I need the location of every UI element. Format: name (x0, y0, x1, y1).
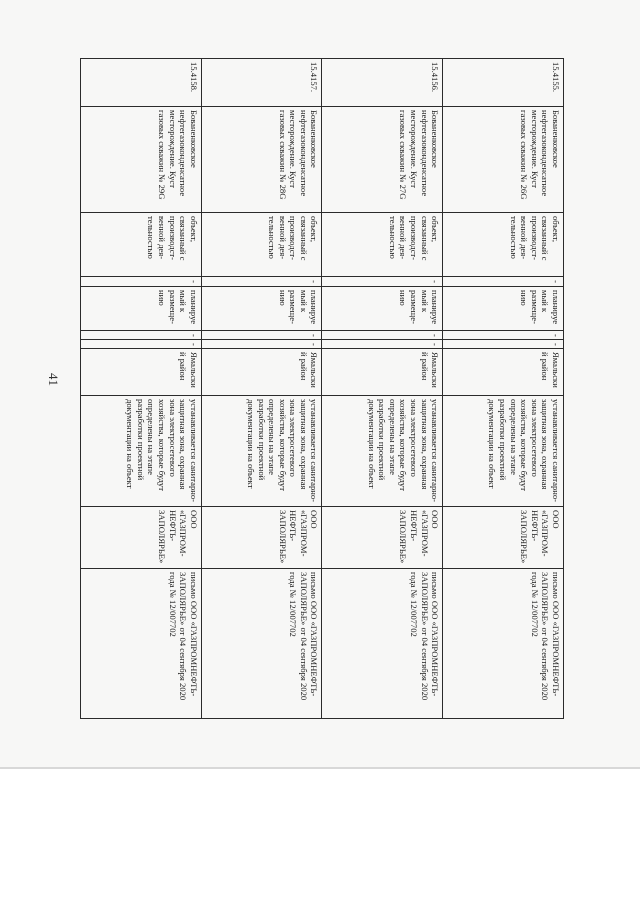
district: Ямальский район (443, 349, 564, 396)
object-type: объект, связанный с производст-венной дея-тельностью (81, 213, 202, 277)
rotated-table-wrapper (80, 58, 564, 718)
objects-table (80, 58, 564, 719)
basis-document: письмо ООО «ГАЗПРОМНЕФТЬ-ЗАПОЛЯРЬЕ» от 04 сентября 2020 года № 12/007702 (201, 569, 322, 719)
scan-edge (0, 767, 640, 769)
district: Ямальский район (322, 349, 443, 396)
dash-cell: - (81, 277, 202, 287)
dash-cell: - (81, 331, 202, 340)
table-row (443, 59, 564, 719)
dash-cell: - (443, 331, 564, 340)
object-type: объект, связанный с производст-венной дея-тельностью (322, 213, 443, 277)
object-type: объект, связанный с производст-венной дея-тельностью (201, 213, 322, 277)
object-name: Бованенковское нефтегазоконденсатное месторождение. Куст газовых скважин № 27G (322, 107, 443, 213)
page-number: 41 (46, 373, 61, 386)
dash-cell: - (322, 331, 443, 340)
row-number: 15.4155. (443, 59, 564, 107)
organization: ООО «ГАЗПРОМ-НЕФТЬ-ЗАПОЛЯРЬЕ» (443, 507, 564, 569)
table-row (81, 59, 202, 719)
dash-cell: - (322, 340, 443, 349)
object-status: планируемый к размеще-нию (322, 287, 443, 331)
table-row (201, 59, 322, 719)
zone-description: устанавливается санитарно-защитная зона, охранная зона электросетевого хозяйства, которые будут определены на этапе разработки проектной документации на объект (322, 396, 443, 507)
object-type: объект, связанный с производст-венной дея-тельностью (443, 213, 564, 277)
object-status: планируемый к размеще-нию (201, 287, 322, 331)
zone-description: устанавливается санитарно-защитная зона, охранная зона электросетевого хозяйства, которые будут определены на этапе разработки проектной документации на объект (201, 396, 322, 507)
object-status: планируемый к размеще-нию (443, 287, 564, 331)
basis-document: письмо ООО «ГАЗПРОМНЕФТЬ-ЗАПОЛЯРЬЕ» от 04 сентября 2020 года № 12/007702 (443, 569, 564, 719)
dash-cell: - (443, 277, 564, 287)
district: Ямальский район (201, 349, 322, 396)
basis-document: письмо ООО «ГАЗПРОМНЕФТЬ-ЗАПОЛЯРЬЕ» от 04 сентября 2020 года № 12/007702 (81, 569, 202, 719)
organization: ООО «ГАЗПРОМ-НЕФТЬ-ЗАПОЛЯРЬЕ» (81, 507, 202, 569)
dash-cell: - (201, 331, 322, 340)
dash-cell: - (322, 277, 443, 287)
dash-cell: - (443, 340, 564, 349)
zone-description: устанавливается санитарно-защитная зона, охранная зона электросетевого хозяйства, которые будут определены на этапе разработки проектной документации на объект (81, 396, 202, 507)
table-row (322, 59, 443, 719)
object-name: Бованенковское нефтегазоконденсатное месторождение. Куст газовых скважин № 28G (201, 107, 322, 213)
district: Ямальский район (81, 349, 202, 396)
row-number: 15.4158. (81, 59, 202, 107)
dash-cell: - (81, 340, 202, 349)
row-number: 15.4156. (322, 59, 443, 107)
organization: ООО «ГАЗПРОМ-НЕФТЬ-ЗАПОЛЯРЬЕ» (201, 507, 322, 569)
object-name: Бованенковское нефтегазоконденсатное месторождение. Куст газовых скважин № 26G (443, 107, 564, 213)
object-status: планируемый к размеще-нию (81, 287, 202, 331)
dash-cell: - (201, 340, 322, 349)
object-name: Бованенковское нефтегазоконденсатное месторождение. Куст газовых скважин № 29G (81, 107, 202, 213)
row-number: 15.4157. (201, 59, 322, 107)
dash-cell: - (201, 277, 322, 287)
basis-document: письмо ООО «ГАЗПРОМНЕФТЬ-ЗАПОЛЯРЬЕ» от 04 сентября 2020 года № 12/007702 (322, 569, 443, 719)
zone-description: устанавливается санитарно-защитная зона, охранная зона электросетевого хозяйства, которые будут определены на этапе разработки проектной документации на объект (443, 396, 564, 507)
organization: ООО «ГАЗПРОМ-НЕФТЬ-ЗАПОЛЯРЬЕ» (322, 507, 443, 569)
